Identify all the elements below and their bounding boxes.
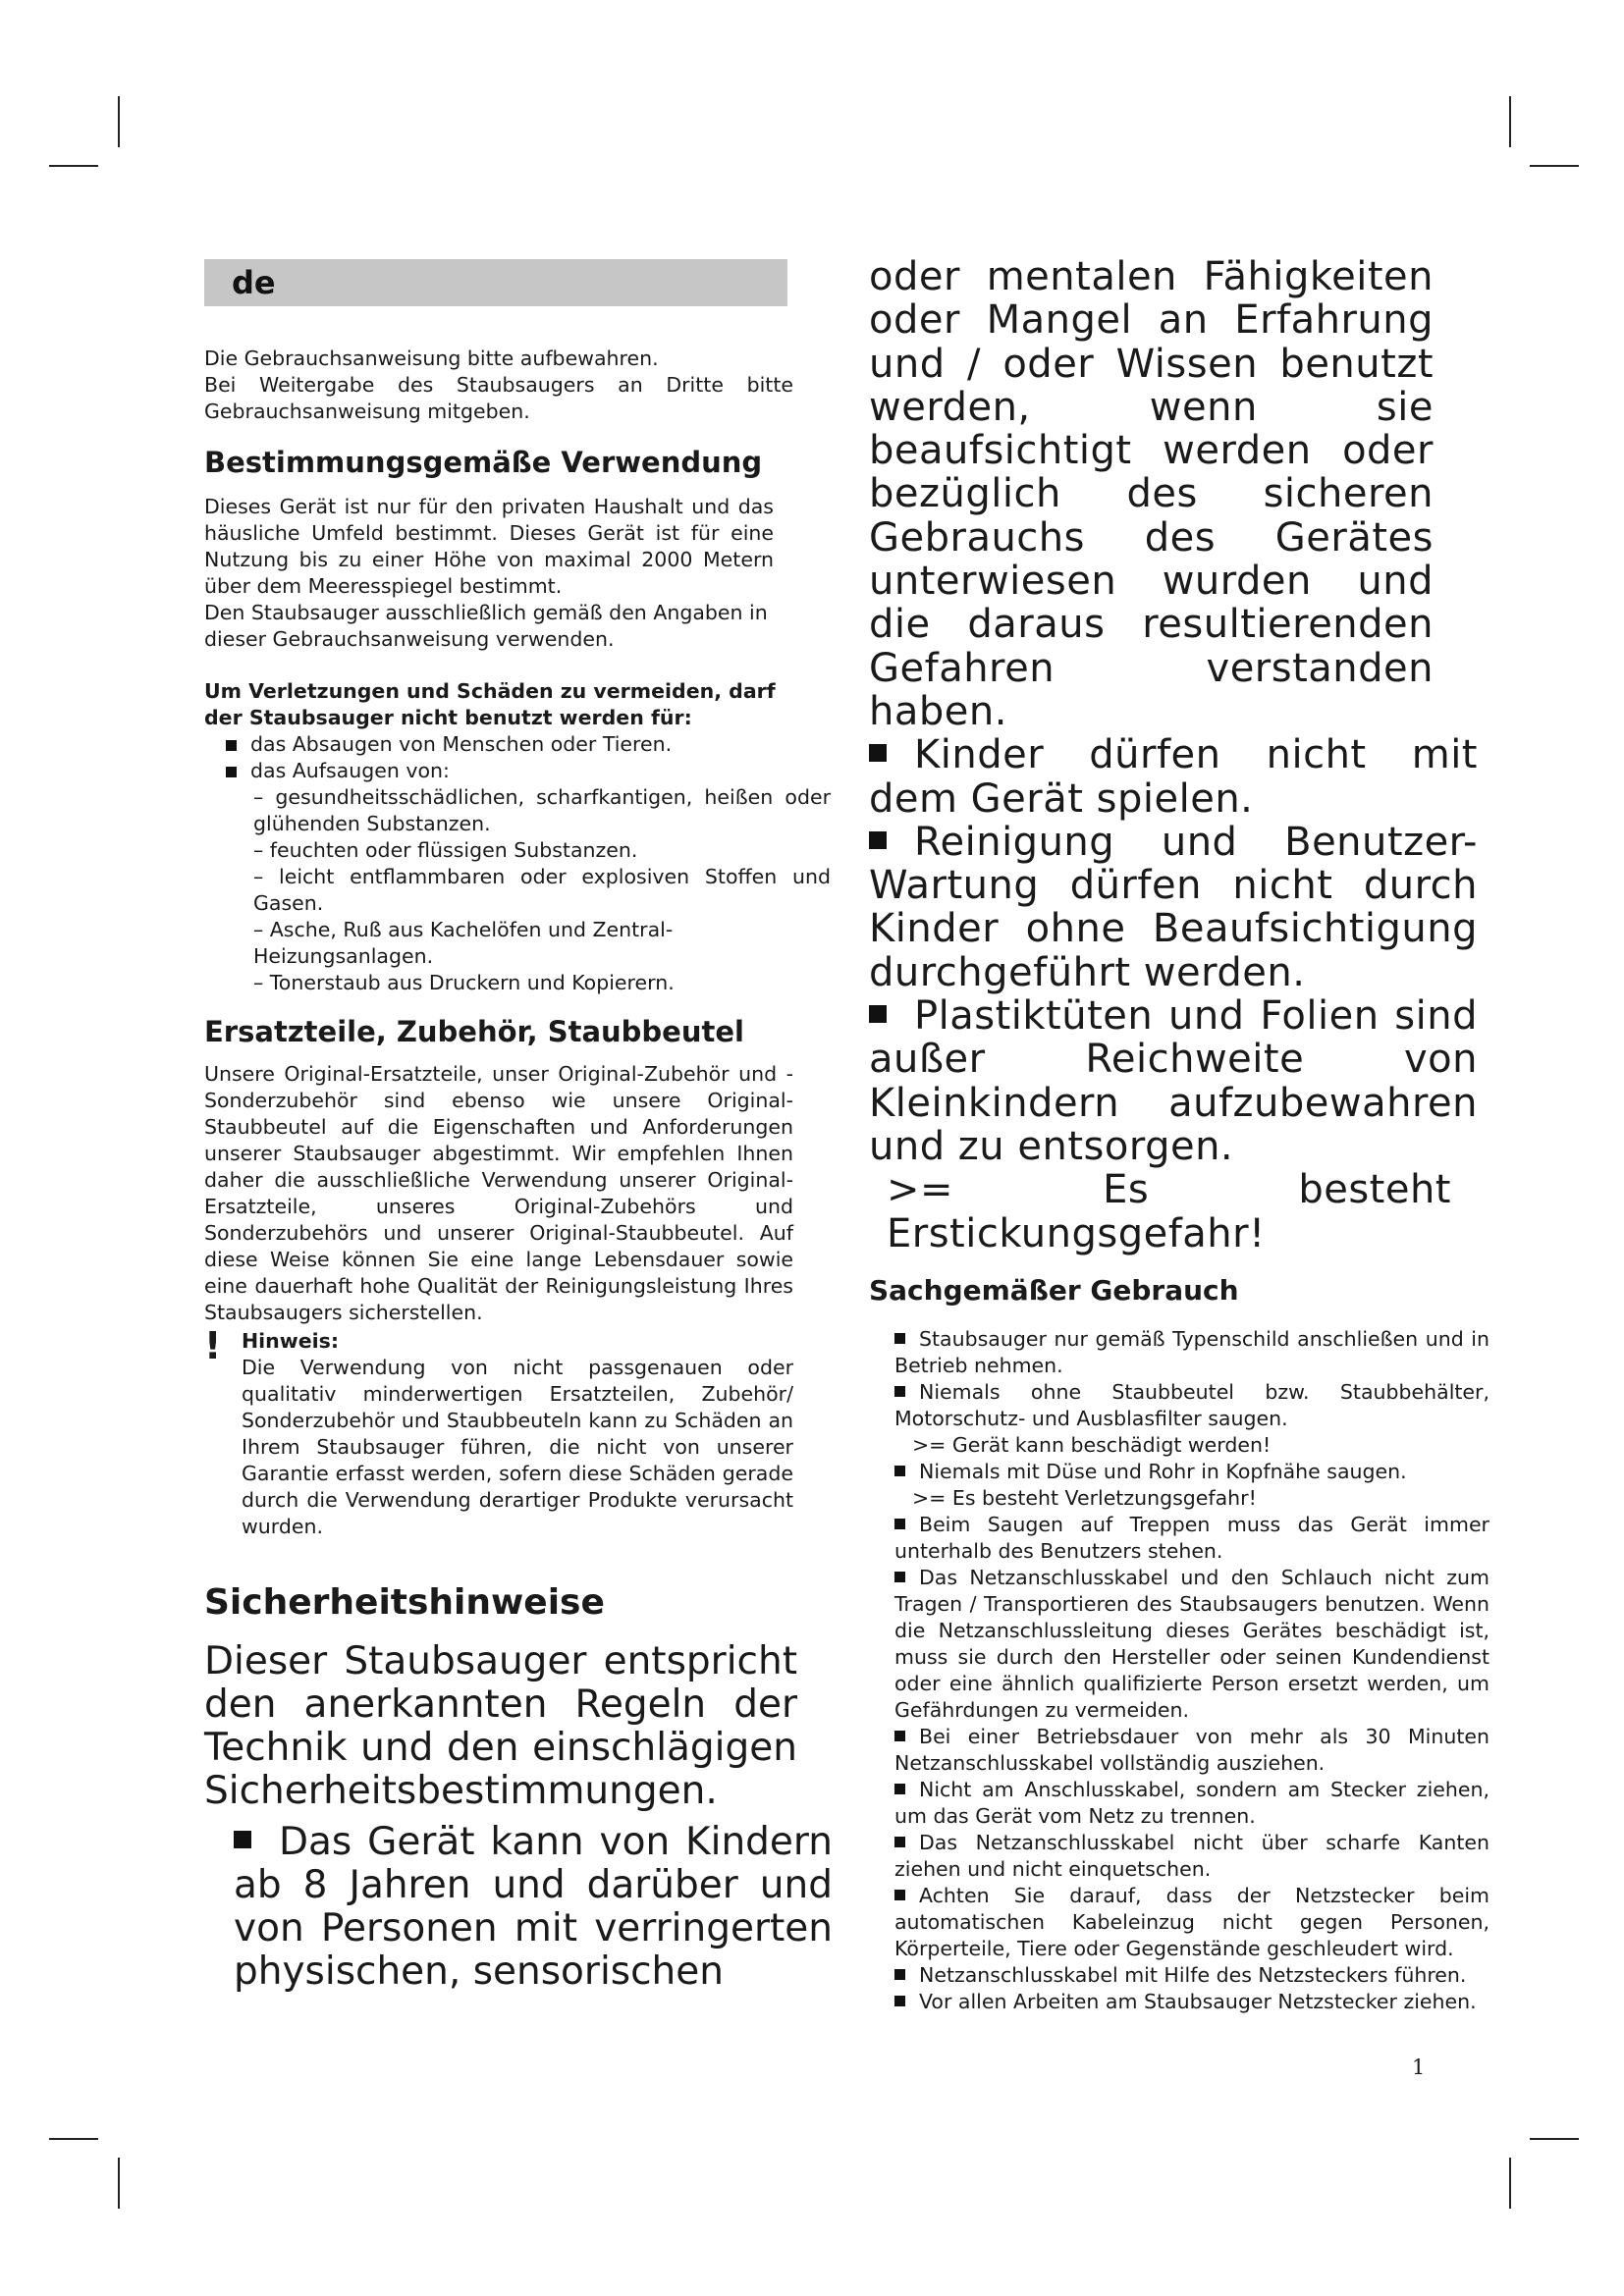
square-bullet-icon bbox=[894, 1837, 905, 1847]
exclamation-icon: ! bbox=[204, 1324, 222, 1367]
sub-item: – feuchten oder flüssigen Substanzen. bbox=[253, 838, 638, 862]
square-bullet-icon bbox=[234, 1831, 251, 1848]
list-item: das Aufsaugen von: bbox=[204, 758, 833, 784]
square-bullet-icon bbox=[226, 767, 237, 777]
crop-mark bbox=[49, 165, 98, 167]
list-item: Niemals ohne Staubbeutel bzw. Staubbehälter, Motorschutz- und Ausblasfilter saugen. bbox=[894, 1379, 1489, 1430]
right-column bbox=[869, 254, 1489, 2015]
arrow-note: >= Es besteht Erstickungsgefahr! bbox=[887, 1167, 1451, 1256]
list-item: Das Netzanschlusskabel und den Schlauch nicht zum Tragen / Transportieren des Staubsaugers benutzen. Wenn die Netzanschlussleitung dieses Gerätes beschädigt ist, muss sie durch den Hersteller oder seinen Kundendienst oder eine ähnlich qualifizierte Person ersetzt werden, um Gefährdungen zu vermeiden. bbox=[894, 1565, 1489, 1722]
page-number: 1 bbox=[1412, 2056, 1426, 2079]
square-bullet-icon bbox=[894, 1784, 905, 1794]
list-item: Bei einer Betriebsdauer von mehr als 30 Minuten Netzanschlusskabel vollständig ausziehen. bbox=[894, 1724, 1489, 1775]
safety-bullet: Reinigung und Benutzer-Wartung dürfen nicht durch Kinder ohne Beaufsichtigung durchgeführt werden. bbox=[869, 819, 1478, 995]
list-item: Achten Sie darauf, dass der Netzstecker beim automatischen Kabeleinzug nicht gegen Personen, Körperteile, Tiere oder Gegenstände geschleudert wird. bbox=[894, 1883, 1489, 1960]
crop-mark bbox=[118, 2158, 120, 2209]
warning-title: Um Verletzungen und Schäden zu vermeiden, darf der Staubsauger nicht benutzt werden für: bbox=[204, 679, 776, 729]
usage-paragraph: Dieses Gerät ist nur für den privaten Haushalt und das häusliche Umfeld bestimmt. Dieses Gerät ist für eine Nutzung bis zu einer Höhe von maximal 2000 Metern über dem Meeresspiegel bestimmt. bbox=[204, 495, 774, 598]
sub-item: – Asche, Ruß aus Kachelöfen und Zentral-Heizungsanlagen. bbox=[253, 918, 674, 968]
crop-mark bbox=[49, 2138, 98, 2140]
list-item: Staubsauger nur gemäß Typenschild anschließen und in Betrieb nehmen. bbox=[894, 1326, 1489, 1377]
section-heading-proper-use: Sachgemäßer Gebrauch bbox=[869, 1273, 1239, 1307]
safety-intro: Dieser Staubsauger entspricht den anerkannten Regeln der Technik und den einschlägigen Sicherheitsbestimmungen. bbox=[204, 1639, 797, 1813]
sub-item: – leicht entflammbaren oder explosiven Stoffen und Gasen. bbox=[253, 865, 831, 915]
intro-line: Die Gebrauchsanweisung bitte aufbewahren. bbox=[204, 347, 659, 370]
list-item: das Absaugen von Menschen oder Tieren. bbox=[204, 731, 833, 758]
arrow-note: >= Gerät kann beschädigt werden! bbox=[912, 1432, 1272, 1457]
square-bullet-icon bbox=[869, 831, 887, 849]
crop-mark bbox=[118, 96, 120, 147]
safety-bullet: Plastiktüten und Folien sind außer Reichweite von Kleinkindern aufzubewahren und zu entsorgen. bbox=[869, 993, 1478, 1169]
list-item: Niemals mit Düse und Rohr in Kopfnähe saugen. bbox=[894, 1459, 1489, 1485]
square-bullet-icon bbox=[894, 1572, 905, 1582]
sub-item: – gesundheitsschädlichen, scharfkantigen, heißen oder glühenden Substanzen. bbox=[253, 785, 831, 835]
square-bullet-icon bbox=[894, 1731, 905, 1741]
section-heading-usage: Bestimmungsgemäße Verwendung bbox=[204, 446, 763, 479]
safety-bullet: Das Gerät kann von Kindern ab 8 Jahren und darüber und von Personen mit verringerten physischen, sensorischen bbox=[234, 1820, 833, 1994]
parts-paragraph: Unsere Original-Ersatzteile, unser Original-Zubehör und -Sonderzubehör sind ebenso wie unsere Original-Staubbeutel auf die Eigenschaften und Anforderungen unserer Staubsauger abgestimmt. Wir empfehlen Ihnen daher die ausschließliche Verwendung unserer Original-Ersatzteile, unseres Original-Zubehörs und Sonderzubehörs und unserer Original-Staubbeutel. Auf diese Weise können Sie eine lange Lebensdauer sowie eine dauerhaft hohe Qualität der Reinigungsleistung Ihres Staubsaugers sicherstellen. bbox=[204, 1062, 793, 1324]
hinweis-label: Hinweis: bbox=[242, 1329, 340, 1353]
language-bar: de bbox=[204, 259, 787, 306]
safety-continuation: oder mentalen Fähigkeiten oder Mangel an Erfahrung und / oder Wissen benutzt werden, wenn sie beaufsichtigt werden oder bezüglich des sicheren Gebrauchs des Gerätes unterwiesen wurden und die daraus resultierenden Gefahren verstanden haben. bbox=[869, 254, 1434, 734]
intro-line: Bei Weitergabe des Staubsaugers an Dritte bitte Gebrauchsanweisung mitgeben. bbox=[204, 373, 793, 423]
list-item: Das Netzanschlusskabel nicht über scharfe Kanten ziehen und nicht einquetschen. bbox=[894, 1830, 1489, 1881]
arrow-note: >= Es besteht Verletzungsgefahr! bbox=[912, 1485, 1257, 1510]
square-bullet-icon bbox=[894, 1333, 905, 1344]
square-bullet-icon bbox=[894, 1466, 905, 1476]
crop-mark bbox=[1530, 2138, 1579, 2140]
square-bullet-icon bbox=[894, 1519, 905, 1529]
list-item: Vor allen Arbeiten am Staubsauger Netzstecker ziehen. bbox=[894, 1989, 1489, 2015]
section-heading-safety: Sicherheitshinweise bbox=[204, 1582, 605, 1623]
left-column bbox=[204, 259, 833, 1994]
sub-item: – Tonerstaub aus Druckern und Kopierern. bbox=[253, 971, 675, 994]
square-bullet-icon bbox=[894, 1969, 905, 1980]
list-item: Nicht am Anschlusskabel, sondern am Stecker ziehen, um das Gerät vom Netz zu trennen. bbox=[894, 1777, 1489, 1828]
hinweis-note bbox=[204, 1324, 793, 1540]
square-bullet-icon bbox=[894, 1890, 905, 1900]
list-item: Netzanschlusskabel mit Hilfe des Netzsteckers führen. bbox=[894, 1962, 1489, 1989]
intro-text bbox=[204, 346, 833, 425]
list-item: Beim Saugen auf Treppen muss das Gerät immer unterhalb des Benutzers stehen. bbox=[894, 1512, 1489, 1563]
safety-bullet: Kinder dürfen nicht mit dem Gerät spielen. bbox=[869, 732, 1478, 822]
proper-use-list bbox=[869, 1326, 1489, 2015]
crop-mark bbox=[1530, 165, 1579, 167]
square-bullet-icon bbox=[226, 740, 237, 751]
section-heading-parts: Ersatzteile, Zubehör, Staubbeutel bbox=[204, 1015, 744, 1048]
hinweis-text: Die Verwendung von nicht passgenauen oder qualitativ minderwertigen Ersatzteilen, Zubehör/ Sonderzubehör und Staubbeuteln kann zu Schäden an Ihrem Staubsauger führen, die nicht von unserer Garantie erfasst werden, sofern diese Schäden gerade durch die Verwendung derartiger Produkte verursacht wurden. bbox=[242, 1356, 793, 1538]
square-bullet-icon bbox=[894, 1996, 905, 2006]
crop-mark bbox=[1509, 2158, 1511, 2209]
square-bullet-icon bbox=[869, 1005, 887, 1023]
square-bullet-icon bbox=[869, 744, 887, 762]
square-bullet-icon bbox=[894, 1386, 905, 1397]
usage-paragraph-2: Den Staubsauger ausschließlich gemäß den Angaben in dieser Gebrauchsanweisung verwenden. bbox=[204, 601, 768, 651]
crop-mark bbox=[1509, 96, 1511, 147]
